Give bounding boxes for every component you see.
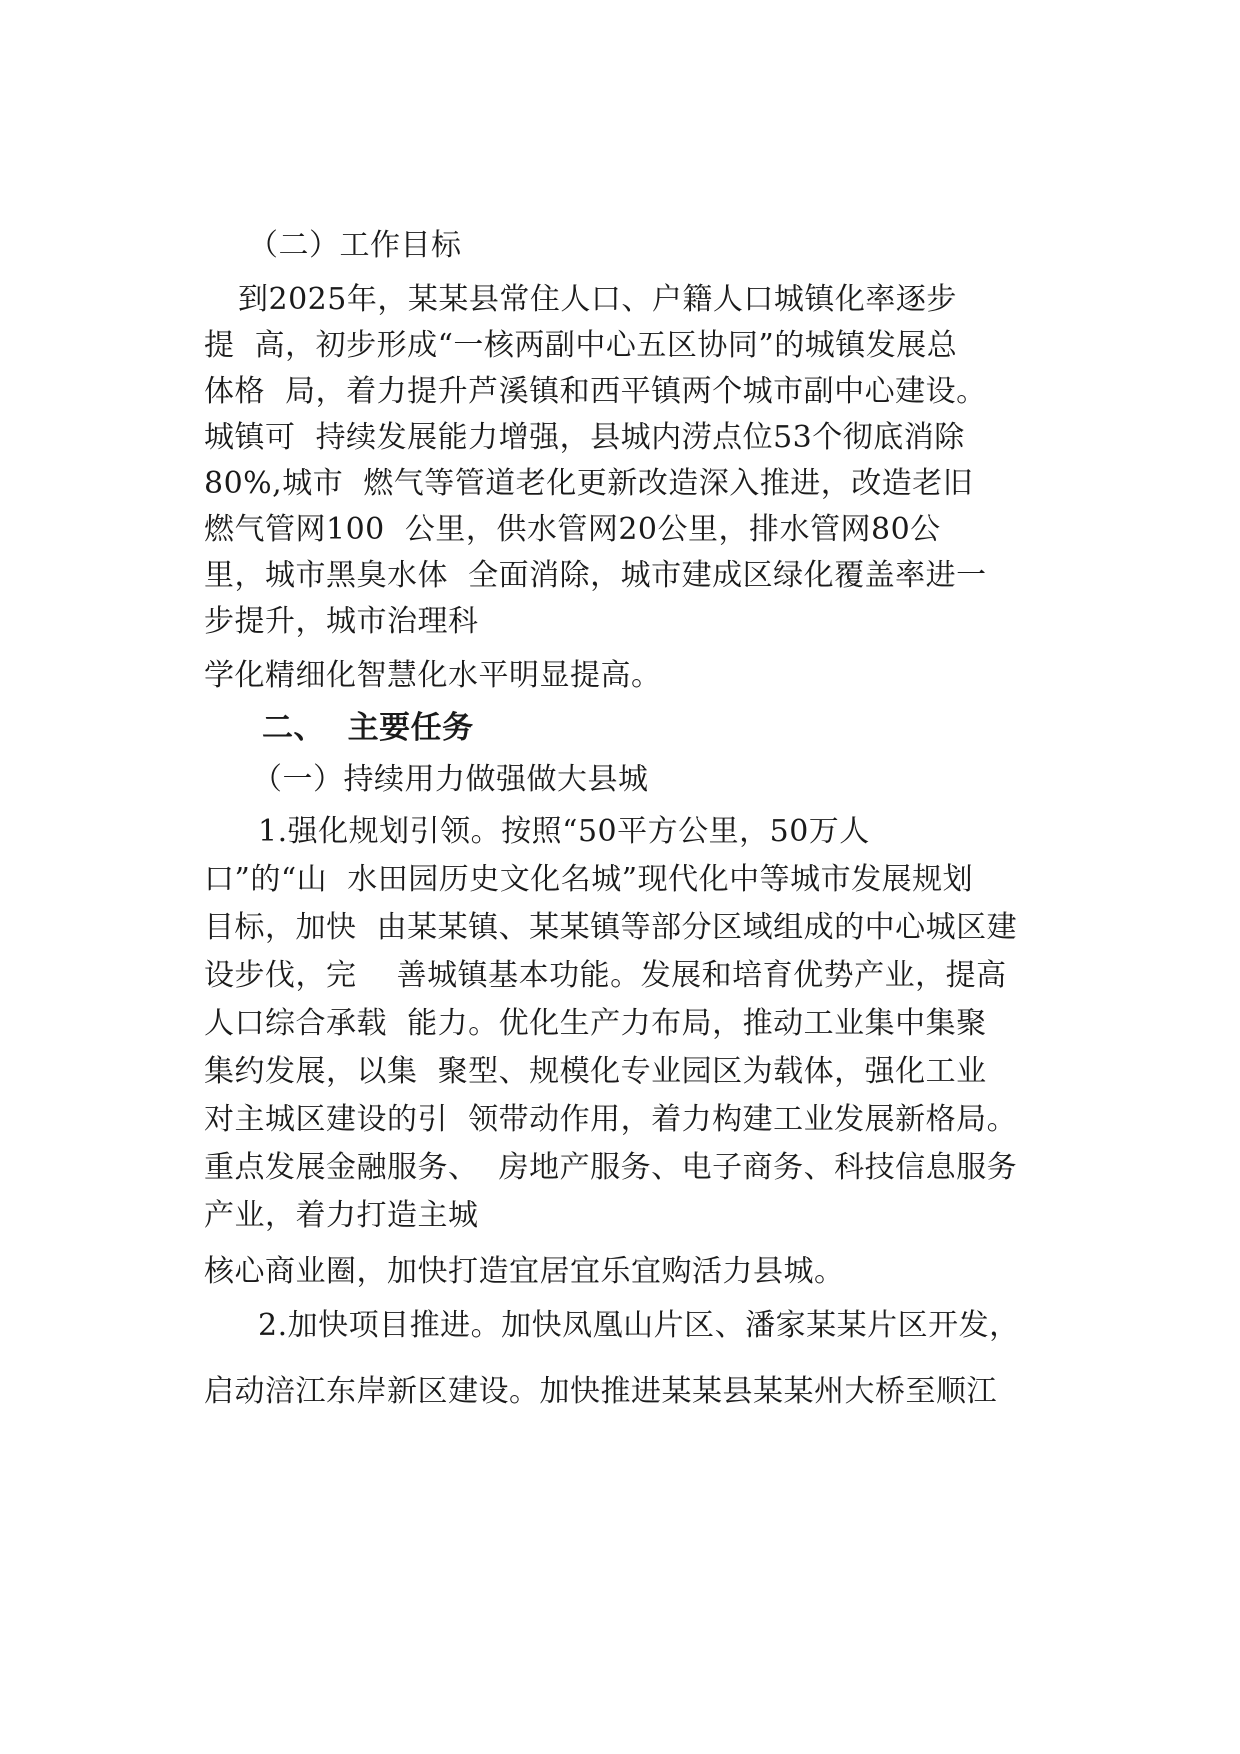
paragraph-line: 体格 局，着力提升芦溪镇和西平镇两个城市副中心建设。 <box>204 374 987 409</box>
paragraph-line: 人口综合承载 能力。优化生产力布局，推动工业集中集聚 <box>204 1006 987 1041</box>
section-heading-main-tasks: 二、 主要任务 <box>262 710 474 746</box>
paragraph-line: 核心商业圈，加快打造宜居宜乐宜购活力县城。 <box>204 1254 845 1289</box>
paragraph-line: 1.强化规划引领。按照“50平方公里，50万人 <box>258 814 870 849</box>
subsection-heading-county-town: （一）持续用力做强做大县城 <box>252 762 649 797</box>
paragraph-line: 到2025年，某某县常住人口、户籍人口城镇化率逐步 <box>238 282 957 317</box>
paragraph-line: 产业，着力打造主城 <box>204 1198 479 1233</box>
paragraph-line: 集约发展，以集 聚型、规模化专业园区为载体，强化工业 <box>204 1054 987 1089</box>
paragraph-line: 燃气管网100 公里，供水管网20公里，排水管网80公 <box>204 512 941 547</box>
paragraph-line: 2.加快项目推进。加快凤凰山片区、潘家某某片区开发， <box>258 1308 1020 1343</box>
paragraph-line: 城镇可 持续发展能力增强，县城内涝点位53个彻底消除 <box>204 420 965 455</box>
paragraph-line: 学化精细化智慧化水平明显提高。 <box>204 658 662 693</box>
paragraph-line: 口”的“山 水田园历史文化名城”现代化中等城市发展规划 <box>204 862 974 897</box>
paragraph-line: 目标，加快 由某某镇、某某镇等部分区域组成的中心城区建 <box>204 910 1018 945</box>
paragraph-line: 设步伐，完 善城镇基本功能。发展和培育优势产业，提高 <box>204 958 1007 993</box>
paragraph-line: 80%,城市 燃气等管道老化更新改造深入推进，改造老旧 <box>204 466 974 501</box>
paragraph-line: 里，城市黑臭水体 全面消除，城市建成区绿化覆盖率进一 <box>204 558 987 593</box>
paragraph-line: 重点发展金融服务、 房地产服务、电子商务、科技信息服务 <box>204 1150 1018 1185</box>
paragraph-line: 启动涪江东岸新区建设。加快推进某某县某某州大桥至顺江 <box>204 1374 997 1409</box>
paragraph-line: 提 高，初步形成“一核两副中心五区协同”的城镇发展总 <box>204 328 958 363</box>
paragraph-line: 步提升，城市治理科 <box>204 604 479 639</box>
subsection-heading-work-goals: （二）工作目标 <box>248 228 462 263</box>
paragraph-line: 对主城区建设的引 领带动作用，着力构建工业发展新格局。 <box>204 1102 1018 1137</box>
